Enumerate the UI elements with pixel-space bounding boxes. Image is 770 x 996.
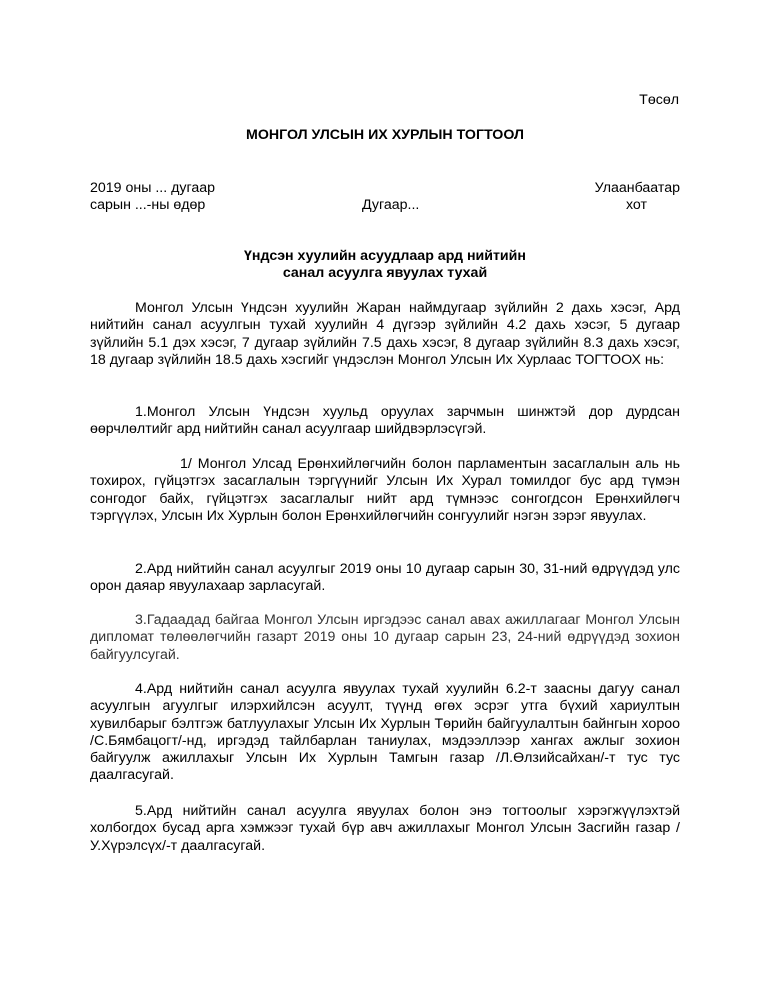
item-2-paragraph: 2.Ард нийтийн санал асуулгыг 2019 оны 10 дугаар сарын 30, 31-ний өдрүүдэд улс орон даяар явуулахаар зарласугай. — [90, 561, 680, 595]
date-line-2: сарын ...-ны өдөр — [90, 197, 206, 213]
city-line-1: Улаанбаатар — [594, 180, 680, 196]
item-1-paragraph: 1.Монгол Улсын Үндсэн хуульд оруулах зарчмын шинжтэй дор дурдсан өөрчлөлтийг ард нийтийн санал асуулгаар шийдвэрлэсүгэй. — [90, 404, 680, 438]
city-line-2: хот — [626, 197, 648, 213]
date-line-1: 2019 оны ... дугаар — [90, 180, 216, 196]
subtitle-line-1: Үндсэн хуулийн асуудлаар ард нийтийн — [244, 248, 526, 264]
intro-paragraph: Монгол Улсын Үндсэн хуулийн Жаран наймдугаар зүйлийн 2 дахь хэсэг, Ард нийтийн санал асуулгын тухай хуулийн 4 дүгээр зүйлийн 4.2 дахь хэсэг, 5 дугаар зүйлийн 5.1 дэх хэсэг, 7 дугаар зүйлийн 7.5 дахь хэсэг, 8 дугаар зүйлийн 8.3 дахь хэсэг, 18 дугаар зүйлийн 18.5 дахь хэсгийг үндэслэн Монгол Улсын Их Хурлаас ТОГТООХ нь: — [90, 300, 680, 368]
document-number: Дугаар... — [362, 197, 420, 213]
document-title: МОНГОЛ УЛСЫН ИХ ХУРЛЫН ТОГТООЛ — [246, 127, 524, 143]
item-3-paragraph: 3.Гадаадад байгаа Монгол Улсын иргэдээс санал авах ажиллагааг Монгол Улсын дипломат төлөөлөгчийн газарт 2019 оны 10 дугаар сарын 23, 24-ний өдрүүдэд зохион байгуулсугай. — [90, 612, 680, 663]
item-1-subitem-1: 1/ Монгол Улсад Ерөнхийлөгчийн болон парламентын засаглалын аль нь тохирох, гүйцэтгэх засаглалын тэргүүнийг Улсын Их Хурал томилдог бус ард түмэн сонгодог байх, гүйцэтгэх засаглалыг нийт ард түмнээс сонгогдсон Ерөнхийлөгч тэргүүлэх, Улсын Их Хурлын болон Ерөнхийлөгчийн сонгуулийг нэгэн зэрэг явуулах. — [90, 456, 680, 524]
subtitle-line-2: санал асуулга явуулах тухай — [282, 265, 488, 281]
draft-label: Төсөл — [639, 92, 679, 108]
resolution-subtitle — [0, 248, 770, 282]
item-4-paragraph: 4.Ард нийтийн санал асуулга явуулах тухай хуулийн 6.2-т заасны дагуу санал асуулгын агуулгыг илэрхийлсэн асуулт, түүнд өгөх эсрэг утга бүхий хариултын хувилбарыг бэлтгэж батлуулахыг Улсын Их Хурлын Төрийн байгуулалтын байнгын хороо /С.Бямбацогт/-нд, иргэдэд тайлбарлан таниулах, мэдээллээр хангах ажлыг зохион байгуулж ажиллахыг Улсын Их Хурлын Тамгын газар /Л.Өлзийсайхан/-т тус тус даалгасугай. — [90, 681, 680, 784]
item-5-paragraph: 5.Ард нийтийн санал асуулга явуулах болон энэ тогтоолыг хэрэгжүүлэхтэй холбогдох бусад арга хэмжээг тухай бүр авч ажиллахыг Монгол Улсын Засгийн газар /У.Хүрэлсүх/-т даалгасугай. — [90, 803, 680, 854]
